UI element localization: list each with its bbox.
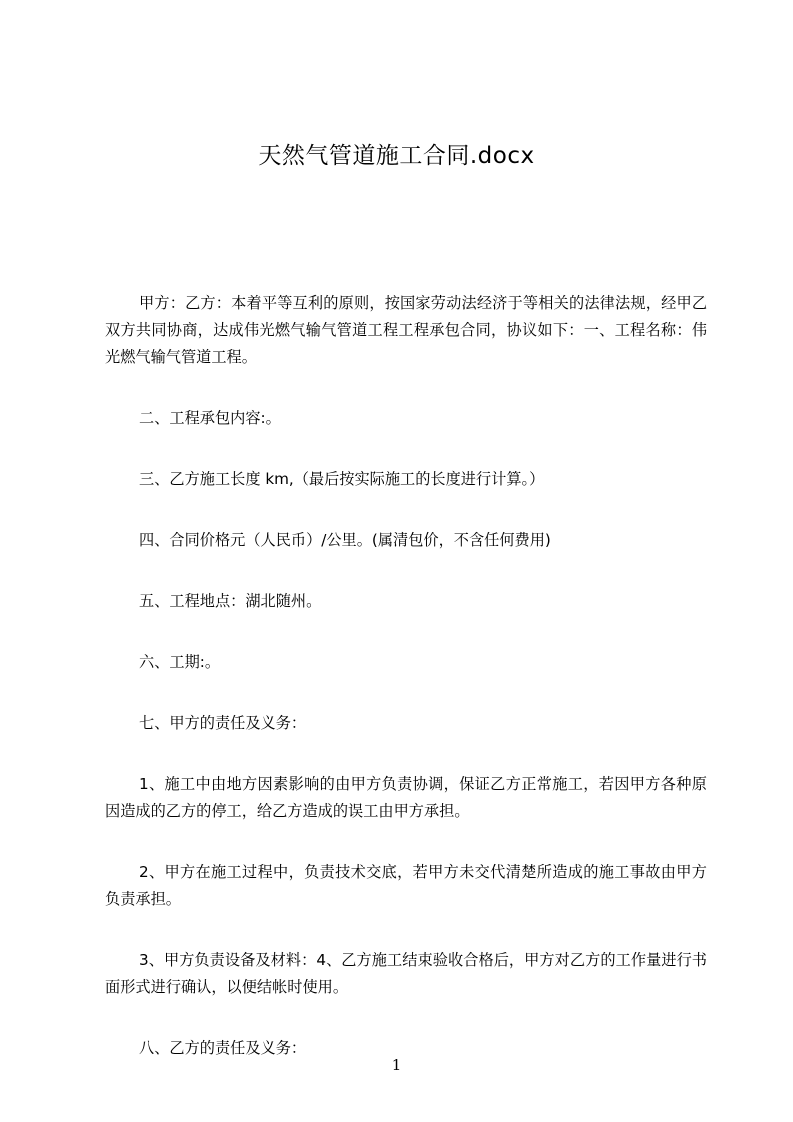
paragraph-item-8-heading: 八、乙方的责任及义务： xyxy=(139,1039,307,1057)
paragraph-item-6: 六、工期:。 xyxy=(139,653,221,671)
paragraph-item-2: 二、工程承包内容:。 xyxy=(139,409,281,427)
document-title: 天然气管道施工合同.docx xyxy=(258,143,535,169)
page-number: 1 xyxy=(391,1056,402,1074)
paragraph-item-7-heading: 七、甲方的责任及义务： xyxy=(139,714,307,732)
paragraph-item-3: 三、乙方施工长度 km,（最后按实际施工的长度进行计算。） xyxy=(139,470,545,488)
paragraph-item-4: 四、合同价格元（人民币）/公里。(属清包价，不含任何费用) xyxy=(139,531,551,549)
paragraph-clause-7-2: 2、甲方在施工过程中，负责技术交底，若甲方未交代清楚所造成的施工事故由甲方负责承担。 xyxy=(105,863,707,908)
paragraph-clause-7-1: 1、施工中由地方因素影响的由甲方负责协调，保证乙方正常施工，若因甲方各种原因造成的乙方的停工，给乙方造成的误工由甲方承担。 xyxy=(105,775,707,820)
paragraph-clause-7-3: 3、甲方负责设备及材料：4、乙方施工结束验收合格后，甲方对乙方的工作量进行书面形式进行确认，以便结帐时使用。 xyxy=(105,951,707,996)
paragraph-item-5: 五、工程地点：湖北随州。 xyxy=(139,592,322,610)
paragraph-parties: 甲方：乙方：本着平等互利的原则，按国家劳动法经济于等相关的法律法规，经甲乙双方共同协商，达成伟光燃气输气管道工程工程承包合同，协议如下：一、工程名称：伟光燃气输气管道工程。 xyxy=(105,294,707,366)
document-body xyxy=(105,290,707,1062)
